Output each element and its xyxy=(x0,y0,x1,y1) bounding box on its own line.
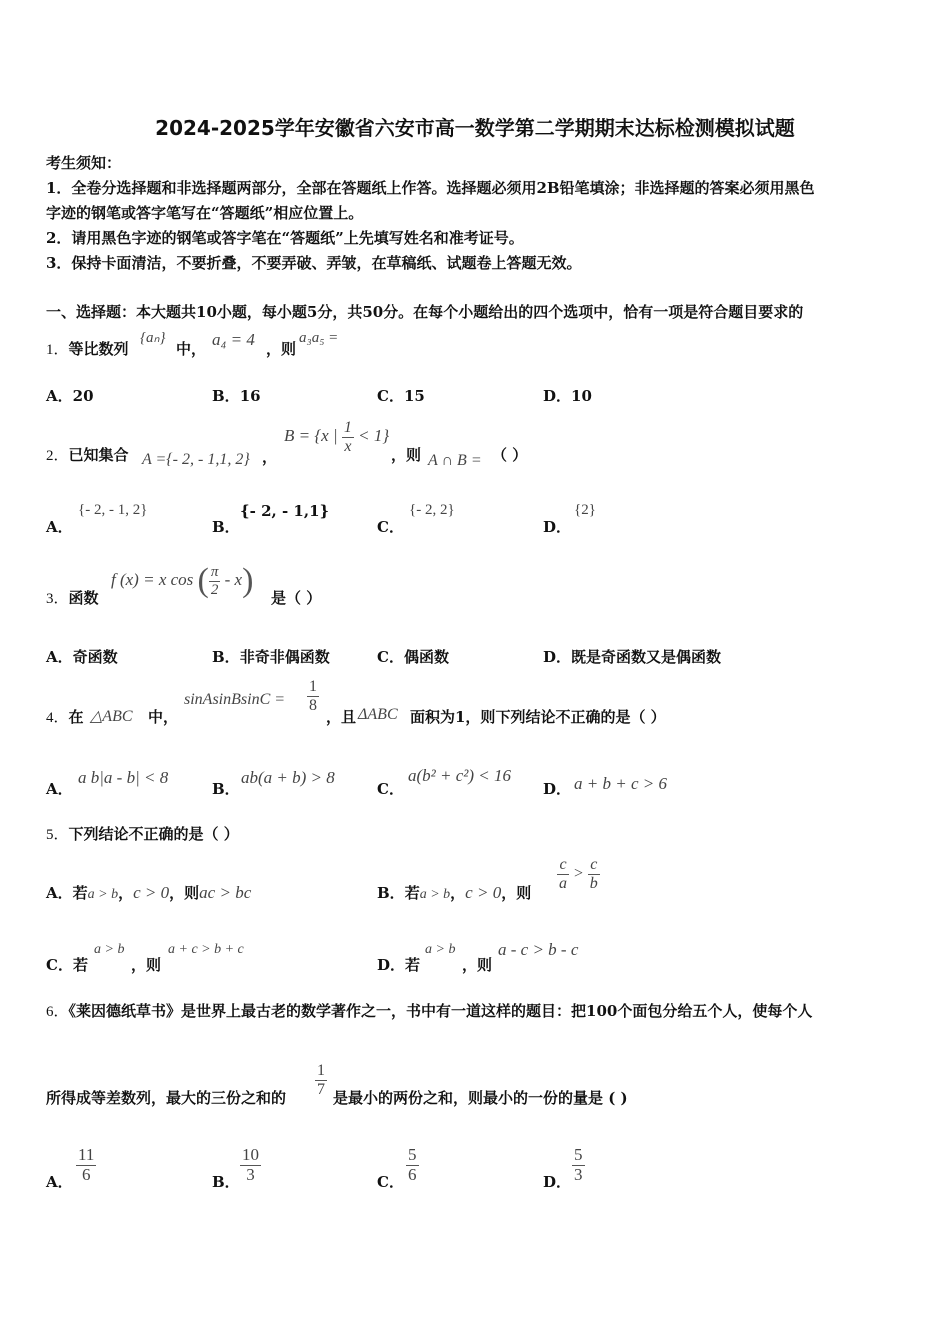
option-b-value: {- 2, - 1,1} xyxy=(240,502,330,520)
notice-item: 1．全卷分选择题和非选择题两部分，全部在答题纸上作答。选择题必须用2B铅笔填涂；非选择题的答案必须用黑色 xyxy=(46,179,815,197)
question-number: 5． xyxy=(46,827,69,843)
math-expression: a + c > b + c xyxy=(168,942,244,957)
math-expression: sinAsinBsinC = xyxy=(184,691,286,708)
section-heading: 一、选择题：本大题共10小题，每小题5分，共50分。在每个小题给出的四个选项中，恰有一项是符合题目要求的 xyxy=(46,303,804,321)
option-d-value: {2} xyxy=(574,502,596,518)
math-expression: a - c > b - c xyxy=(498,940,579,959)
option-b-label: B． xyxy=(212,780,240,798)
notice-item: 3．保持卡面清洁，不要折叠，不要弄破、弄皱，在草稿纸、试题卷上答题无效。 xyxy=(46,254,582,272)
question-5: 5．下列结论不正确的是（ ） xyxy=(46,825,239,843)
question-2: 2．已知集合 xyxy=(46,446,129,464)
math-expression: a > b xyxy=(425,942,456,957)
question-text: （ ） xyxy=(492,446,528,464)
option-d-label: D． xyxy=(543,518,572,536)
option-d-label: D． xyxy=(543,1173,572,1191)
fraction: $\frac{1}{8}$ xyxy=(309,678,317,714)
math-expression: f (x) = x cos ( $\frac{\pi}{2}$ - x) xyxy=(111,562,254,599)
fraction: $\frac{1}{7}$ xyxy=(317,1062,325,1098)
option-a-value: a b|a - b| < 8 xyxy=(78,768,169,787)
option-b-label: B． xyxy=(212,1173,240,1191)
math-expression: {aₙ} xyxy=(140,330,166,346)
option-c-label: C． xyxy=(377,518,404,536)
math-expression: ΔABC xyxy=(358,706,398,723)
question-number: 1． xyxy=(46,342,69,358)
option-a-label: A． xyxy=(46,518,73,536)
option-b: B．非奇非偶函数 xyxy=(212,648,330,666)
option-a: A．20 xyxy=(46,387,94,405)
option-b: B．若a > b，c > 0，则 xyxy=(377,883,532,902)
question-text: 中， xyxy=(148,708,179,726)
notice-item: 字迹的钢笔或答字笔写在“答题纸”相应位置上。 xyxy=(46,204,364,222)
option-b: B．16 xyxy=(212,387,261,405)
question-number: 2． xyxy=(46,448,69,464)
option-d-label: D． xyxy=(543,780,572,798)
option-d: D．若 xyxy=(377,956,421,974)
option-b-value: ab(a + b) > 8 xyxy=(241,768,335,787)
option-a-label: A． xyxy=(46,1173,73,1191)
notice-heading: 考生须知： xyxy=(46,154,122,172)
math-expression: A ={- 2, - 1,1, 2} xyxy=(142,451,250,468)
math-expression: △ABC xyxy=(90,708,133,725)
question-text: ，且 xyxy=(326,708,357,726)
question-text: ，则 xyxy=(266,340,297,358)
question-text: ，则 xyxy=(391,446,422,464)
option-c-value: a(b² + c²) < 16 xyxy=(408,766,512,785)
option-b-label: B． xyxy=(212,518,240,536)
option-c-label: C． xyxy=(377,780,404,798)
question-number: 3． xyxy=(46,591,69,607)
question-text: 是（ ） xyxy=(271,589,322,607)
math-expression: A ∩ B = xyxy=(428,452,482,469)
option-a: A．若a > b，c > 0，则ac > bc xyxy=(46,883,252,902)
option-a: A．奇函数 xyxy=(46,648,118,666)
option-a-value: {- 2, - 1, 2} xyxy=(78,502,148,518)
math-expression: a₄ = 4 xyxy=(212,330,255,349)
option-c: C．偶函数 xyxy=(377,648,449,666)
question-text: 是最小的两份之和，则最小的一份的量是 ( ) xyxy=(333,1089,628,1107)
question-3: 3．函数 xyxy=(46,589,99,607)
question-text: ，则 xyxy=(462,956,493,974)
math-expression: a₃a₅ = xyxy=(299,330,339,346)
question-text: 中， xyxy=(176,340,207,358)
question-6: 6．《莱因德纸草书》是世界上最古老的数学著作之一，书中有一道这样的题目：把100个面包分给五个人，使每个人 xyxy=(46,1002,813,1020)
question-number: 6． xyxy=(46,1004,69,1020)
question-text: ，则 xyxy=(131,956,162,974)
option-a-label: A． xyxy=(46,780,73,798)
question-text: 面积为1，则下列结论不正确的是（ ） xyxy=(410,708,666,726)
option-c-label: C． xyxy=(377,1173,404,1191)
question-4: 4．在 xyxy=(46,708,84,726)
option-b-value: $\frac{10}{3}$ xyxy=(242,1145,259,1184)
option-d-value: a + b + c > 6 xyxy=(574,774,667,793)
page-title: 2024-2025学年安徽省六安市高一数学第二学期期末达标检测模拟试题 xyxy=(155,116,795,140)
notice-item: 2．请用黑色字迹的钢笔或答字笔在“答题纸”上先填写姓名和准考证号。 xyxy=(46,229,524,247)
question-1: 1．等比数列 xyxy=(46,340,129,358)
math-expression: B = {x | $\frac{1}{x}$ < 1} xyxy=(284,419,390,455)
option-c: C．若 xyxy=(46,956,88,974)
option-c-value: $\frac{5}{6}$ xyxy=(408,1145,417,1184)
option-c-value: {- 2, 2} xyxy=(409,502,455,518)
option-d-value: $\frac{5}{3}$ xyxy=(574,1145,583,1184)
question-text: 所得成等差数列，最大的三份之和的 xyxy=(46,1089,287,1107)
math-expression: a > b xyxy=(94,942,125,957)
question-text: ， xyxy=(262,448,278,466)
math-expression: $\frac{c}{a}$ > $\frac{c}{b}$ xyxy=(559,856,598,892)
question-number: 4． xyxy=(46,710,69,726)
option-a-value: $\frac{11}{6}$ xyxy=(78,1145,95,1184)
option-d: D．10 xyxy=(543,387,592,405)
option-c: C．15 xyxy=(377,387,425,405)
option-d: D．既是奇函数又是偶函数 xyxy=(543,648,722,666)
